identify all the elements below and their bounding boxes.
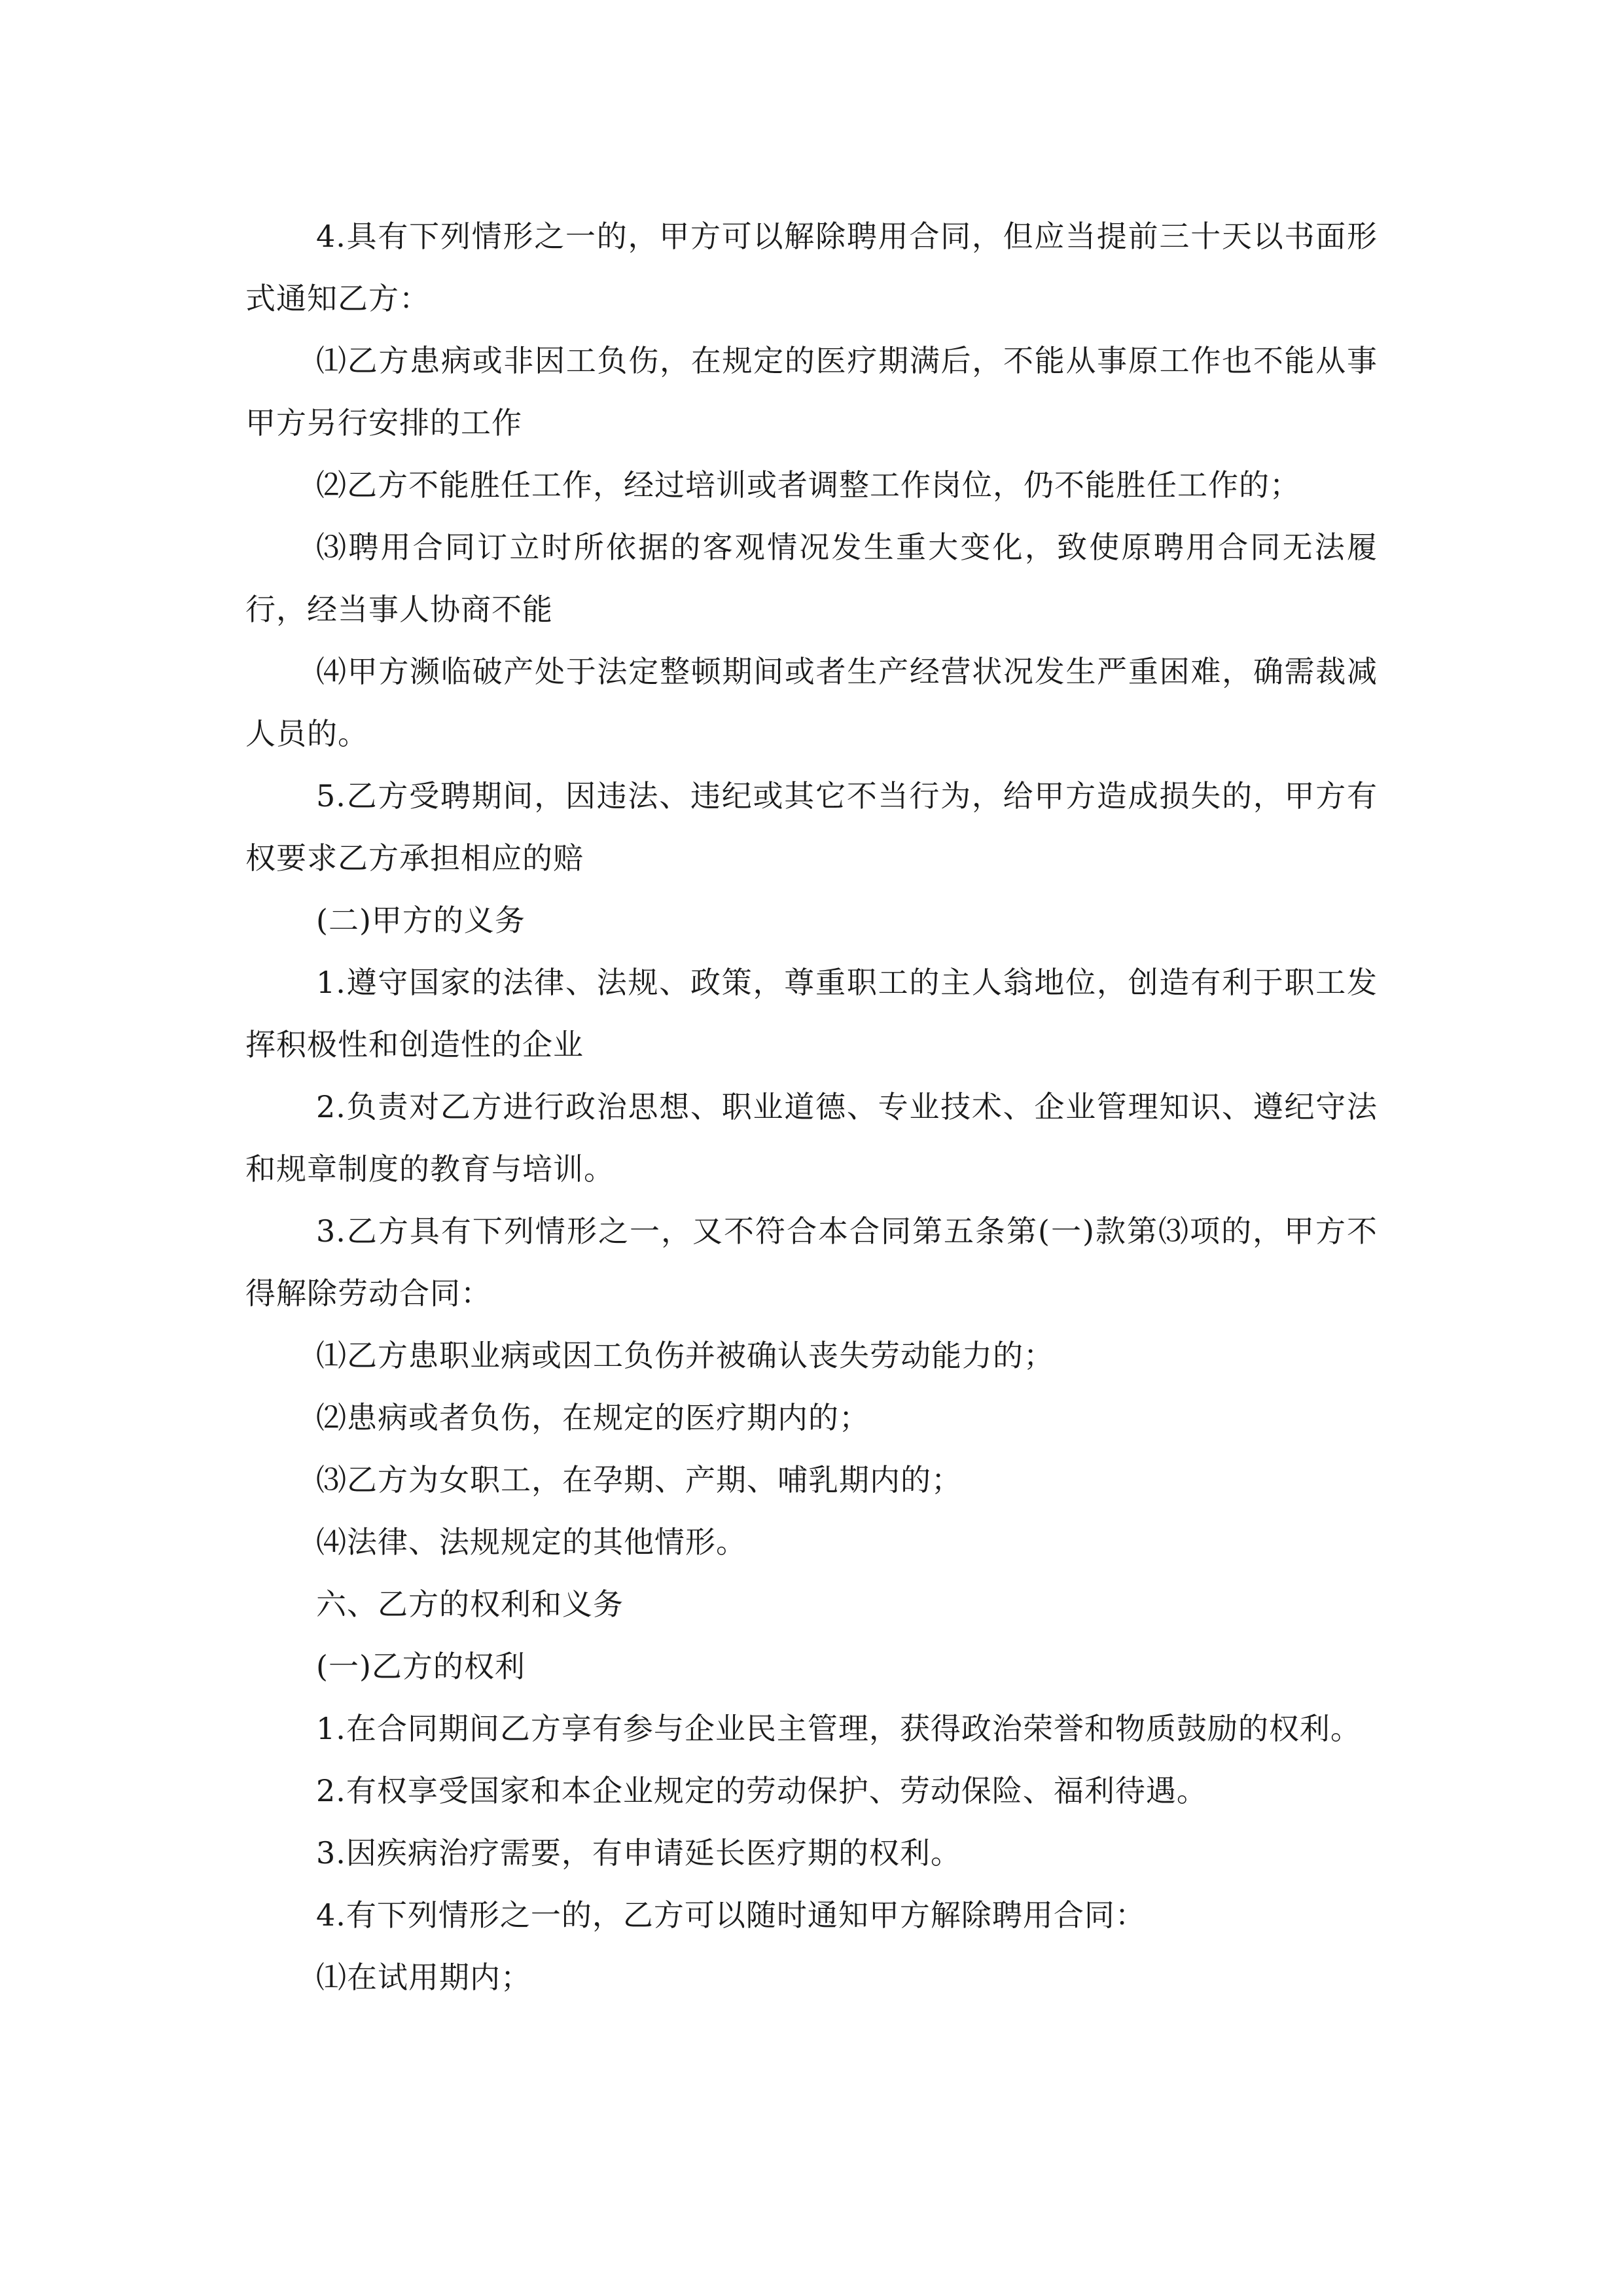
section-heading: (一)乙方的权利 (316, 1649, 526, 1684)
paragraph: ⑷法律、法规规定的其他情形。 (316, 1524, 747, 1560)
document-body (245, 206, 1378, 2009)
paragraph: ⑴乙方患职业病或因工负伤并被确认丧失劳动能力的； (316, 1338, 1054, 1373)
paragraph: ⑷甲方濒临破产处于法定整顿期间或者生产经营状况发生严重困难，确需裁减人员的。 (245, 654, 1378, 751)
paragraph: 3.因疾病治疗需要，有申请延长医疗期的权利。 (316, 1835, 961, 1871)
paragraph: 2.有权享受国家和本企业规定的劳动保护、劳动保险、福利待遇。 (316, 1773, 1207, 1808)
paragraph: ⑵乙方不能胜任工作，经过培训或者调整工作岗位，仍不能胜任工作的； (316, 467, 1300, 503)
paragraph: 1.遵守国家的法律、法规、政策，尊重职工的主人翁地位，创造有利于职工发挥积极性和创造性的企业 (245, 965, 1378, 1062)
paragraph: 4.具有下列情形之一的，甲方可以解除聘用合同，但应当提前三十天以书面形式通知乙方： (245, 219, 1378, 316)
paragraph: ⑶乙方为女职工，在孕期、产期、哺乳期内的； (316, 1462, 962, 1498)
paragraph: 5.乙方受聘期间，因违法、违纪或其它不当行为，给甲方造成损失的，甲方有权要求乙方承担相应的赔 (245, 778, 1378, 876)
section-heading: 六、乙方的权利和义务 (316, 1587, 624, 1622)
paragraph: ⑵患病或者负伤，在规定的医疗期内的； (316, 1400, 870, 1435)
paragraph: ⑶聘用合同订立时所依据的客观情况发生重大变化，致使原聘用合同无法履行，经当事人协商不能 (245, 529, 1378, 627)
paragraph: 3.乙方具有下列情形之一，又不符合本合同第五条第(一)款第⑶项的，甲方不得解除劳动合同： (245, 1213, 1378, 1311)
paragraph: ⑴在试用期内； (316, 1960, 531, 1995)
section-heading: (二)甲方的义务 (316, 903, 526, 938)
paragraph: 1.在合同期间乙方享有参与企业民主管理，获得政治荣誉和物质鼓励的权利。 (316, 1711, 1361, 1746)
paragraph: ⑴乙方患病或非因工负伤，在规定的医疗期满后，不能从事原工作也不能从事甲方另行安排的工作 (245, 343, 1378, 440)
paragraph: 2.负责对乙方进行政治思想、职业道德、专业技术、企业管理知识、遵纪守法和规章制度的教育与培训。 (245, 1089, 1378, 1187)
paragraph: 4.有下列情形之一的，乙方可以随时通知甲方解除聘用合同： (316, 1897, 1146, 1933)
